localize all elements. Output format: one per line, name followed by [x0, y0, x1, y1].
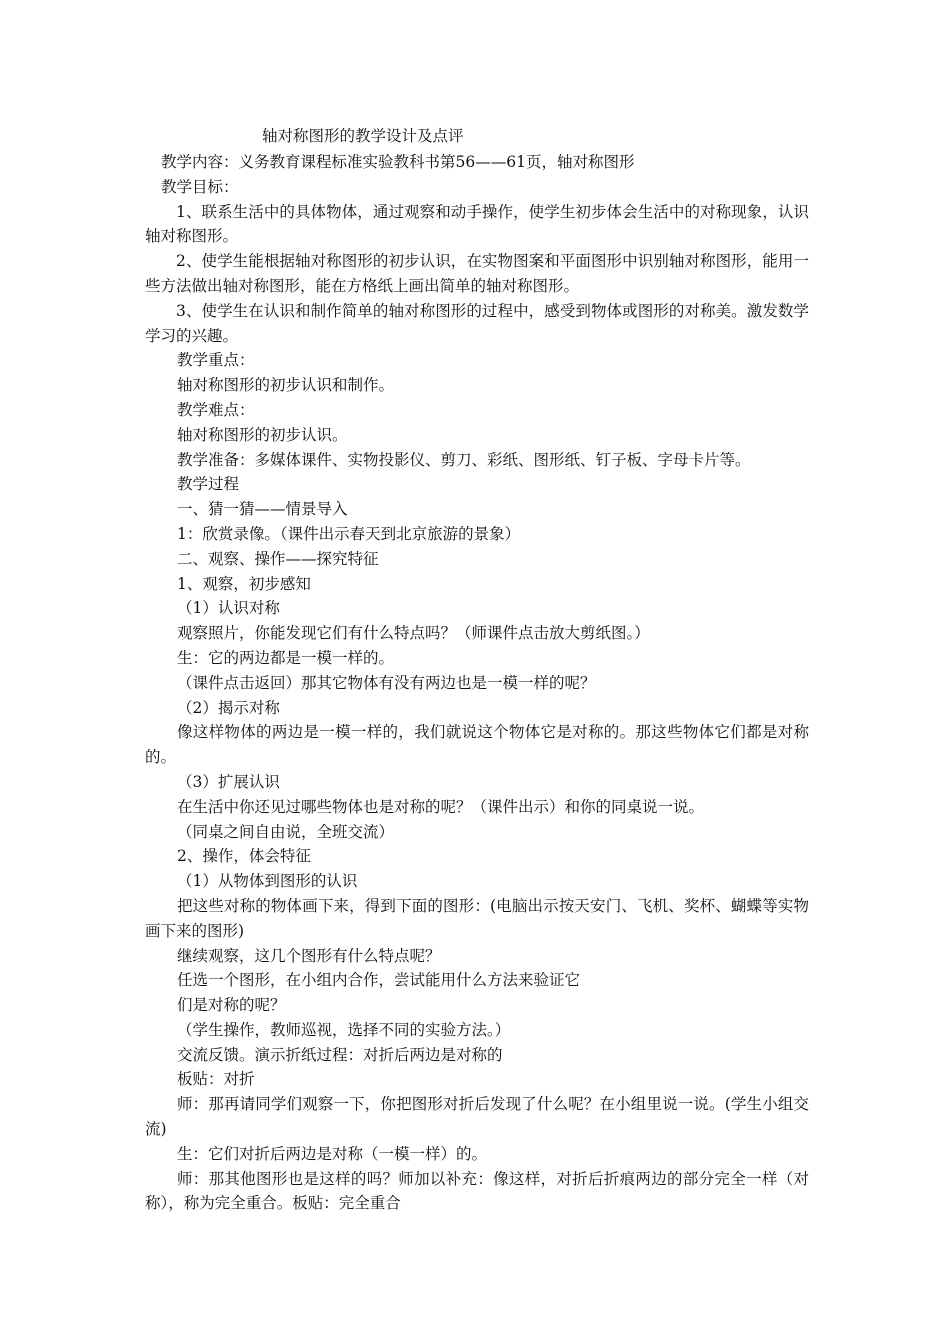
paragraph-goal-3: 3、使学生在认识和制作简单的轴对称图形的过程中，感受到物体或图形的对称美。激发数学学习的兴趣。 — [145, 301, 809, 345]
paragraph-teacher-question: 师：那再请同学们观察一下，你把图形对折后发现了什么呢？在小组里说一说。(学生小组交流) — [145, 1095, 809, 1139]
document-title: 轴对称图形的教学设计及点评 — [262, 127, 464, 145]
paragraph-key-points: 轴对称图形的初步认识和制作。 — [177, 376, 395, 395]
paragraph-key-points-heading: 教学重点： — [177, 351, 255, 370]
paragraph-difficulties: 轴对称图形的初步认识。 — [177, 425, 348, 444]
paragraph-feedback: 交流反馈。演示折纸过程：对折后两边是对称的 — [177, 1045, 503, 1064]
paragraph-group-task-continued: 们是对称的呢？ — [177, 996, 286, 1015]
paragraph-pair-discussion: （同桌之间自由说，全班交流） — [177, 822, 395, 841]
paragraph-section-2-heading: 二、观察、操作——探究特征 — [177, 549, 379, 568]
paragraph-draw-objects: 把这些对称的物体画下来，得到下面的图形：(电脑出示按天安门、飞机、奖杯、蝴蝶等实物画下来的图形) — [145, 896, 809, 940]
paragraph-preparation: 教学准备：多媒体课件、实物投影仪、剪刀、彩纸、图形纸、钉子板、字母卡片等。 — [177, 450, 751, 469]
paragraph-group-task: 任选一个图形，在小组内合作，尝试能用什么方法来验证它 — [177, 971, 581, 990]
paragraph-expand-recognition: （3）扩展认识 — [177, 772, 280, 791]
paragraph-reveal-symmetry: （2）揭示对称 — [177, 698, 280, 717]
document-body — [145, 150, 809, 1216]
paragraph-observe-heading: 1、观察，初步感知 — [177, 574, 311, 593]
paragraph-watch-video: 1：欣赏录像。（课件出示春天到北京旅游的景象） — [177, 524, 521, 543]
paragraph-student-answer-2: 生：它们对折后两边是对称（一模一样）的。 — [177, 1144, 488, 1163]
paragraph-student-answer-1: 生：它的两边都是一模一样的。 — [177, 648, 395, 667]
paragraph-teaching-content: 教学内容：义务教育课程标准实验教科书第56——61页，轴对称图形 — [161, 153, 635, 171]
paragraph-teacher-summary: 师：那其他图形也是这样的吗？师加以补充：像这样，对折后折痕两边的部分完全一样（对称），称为完全重合。板贴：完全重合 — [145, 1169, 809, 1213]
paragraph-object-to-shape: （1）从物体到图形的认识 — [177, 872, 358, 891]
paragraph-observe-photos: 观察照片，你能发现它们有什么特点吗？（师课件点击放大剪纸图。） — [177, 624, 650, 643]
paragraph-recognize-symmetry: （1）认识对称 — [177, 599, 280, 618]
paragraph-life-examples: 在生活中你还见过哪些物体也是对称的呢？（课件出示）和你的同桌说一说。 — [177, 797, 705, 816]
paragraph-student-operation: （学生操作，教师巡视，选择不同的实验方法。） — [177, 1020, 511, 1039]
paragraph-goal-2: 2、使学生能根据轴对称图形的初步认识，在实物图案和平面图形中识别轴对称图形，能用一些方法做出轴对称图形，能在方格纸上画出简单的轴对称图形。 — [145, 252, 809, 295]
paragraph-symmetry-explanation: 像这样物体的两边是一模一样的，我们就说这个物体它是对称的。那这些物体它们都是对称的。 — [145, 723, 809, 767]
paragraph-continue-observe: 继续观察，这几个图形有什么特点呢？ — [177, 946, 441, 965]
paragraph-board-fold: 板贴：对折 — [177, 1070, 255, 1089]
paragraph-section-1-heading: 一、猜一猜——情景导入 — [177, 500, 348, 519]
paragraph-operate-heading: 2、操作，体会特征 — [177, 847, 311, 866]
paragraph-goal-1: 1、联系生活中的具体物体，通过观察和动手操作，使学生初步体会生活中的对称现象，认识轴对称图形。 — [145, 202, 809, 246]
paragraph-difficulties-heading: 教学难点： — [177, 400, 255, 419]
paragraph-process-heading: 教学过程 — [177, 475, 240, 494]
paragraph-teaching-goals-heading: 教学目标： — [161, 177, 239, 196]
paragraph-return-question: （课件点击返回）那其它物体有没有两边也是一模一样的呢？ — [177, 673, 596, 692]
